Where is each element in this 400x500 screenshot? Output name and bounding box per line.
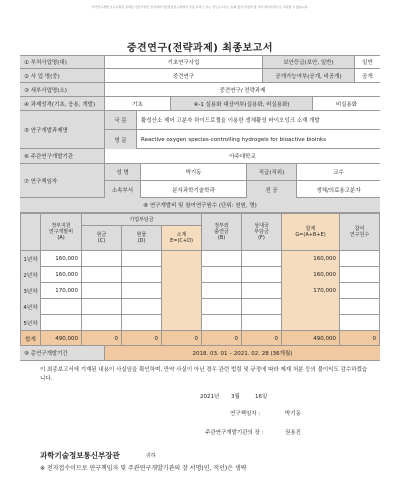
sum-label: 합계 bbox=[20, 331, 41, 347]
value-ministry-program: 기초연구사업 bbox=[104, 56, 262, 68]
value-pi-position: 교수 bbox=[296, 164, 380, 181]
counterpart-cell bbox=[242, 283, 282, 299]
sum-counterpart: 0 bbox=[242, 331, 282, 347]
row-program-name bbox=[20, 69, 380, 83]
year-cell: 3년차 bbox=[20, 283, 41, 299]
sum-inkind: 0 bbox=[122, 331, 162, 347]
budget-section-label: ⑧ 연구개발비 및 참여연구원수 (단위: 천원, 명) bbox=[143, 203, 257, 209]
label-subprogram: ③ 세부사업명(소) bbox=[20, 83, 104, 96]
sum-gov: 490,000 bbox=[41, 331, 82, 347]
value-title-korean: 활성산소 제어 고분자 하이드로젤을 이용한 생체활성 바이오잉크 소재 개발 bbox=[136, 111, 380, 130]
institution-head-label: 주관연구개발기관의 장 : bbox=[205, 430, 264, 436]
copyright-notice: 국가연구개발 보고서원문 성과물 전담기관인 한국과학기술정보연구원에서 가공·서비스 하는 연구보고서는 동의 없이 상업적 및 기타 영리목적으로 사용할 수 없습니다. bbox=[91, 5, 309, 9]
inkind-cell bbox=[122, 267, 162, 283]
header-cash: 현금 (C) bbox=[82, 226, 122, 251]
inkind-cell bbox=[122, 299, 162, 315]
sum-subtotal: 0 bbox=[162, 331, 202, 347]
cash-cell bbox=[82, 251, 122, 267]
value-pi-major: 생체/의료용고분자 bbox=[296, 181, 380, 198]
budget-section-title bbox=[20, 198, 380, 213]
total-cell bbox=[282, 299, 340, 315]
label-disclosure: 공개가능여부(공개, 비공개) bbox=[262, 69, 354, 82]
total-cell: 160,000 bbox=[282, 267, 340, 283]
row-principal-investigator bbox=[20, 164, 380, 198]
header-counterpart: 상대국 부담금 (F) bbox=[242, 214, 282, 251]
participants-cell bbox=[340, 267, 380, 283]
cash-cell bbox=[82, 267, 122, 283]
cash-cell bbox=[82, 299, 122, 315]
value-title-english: Reactive oxygen species-controlling hydrogels for bioactive bioinks bbox=[136, 130, 380, 149]
label-program-name: ② 사 업 명(중) bbox=[20, 69, 104, 82]
total-cell: 170,000 bbox=[282, 283, 340, 299]
subtotal-cell bbox=[162, 283, 202, 299]
footnote: ※ 전자접수이므로 연구책임자 및 주관연구개발기관의 장 서명(인, 직인)은 생략 bbox=[40, 465, 247, 472]
sum-participants: 0 bbox=[340, 331, 380, 347]
local-cell bbox=[202, 315, 242, 331]
table-row bbox=[20, 283, 380, 299]
label-principal-investigator: ⑦ 연구책임자 bbox=[20, 164, 104, 197]
row-research-period bbox=[20, 346, 380, 361]
header-year-blank bbox=[20, 214, 41, 251]
value-research-period: 2018. 03. 01 – 2021. 02. 28 (36개월) bbox=[104, 346, 380, 360]
cash-cell bbox=[82, 315, 122, 331]
inkind-cell bbox=[122, 283, 162, 299]
total-cell bbox=[282, 315, 340, 331]
year-cell: 5년차 bbox=[20, 315, 41, 331]
counterpart-cell bbox=[242, 267, 282, 283]
subtotal-cell bbox=[162, 315, 202, 331]
counterpart-cell bbox=[242, 299, 282, 315]
inkind-cell bbox=[122, 315, 162, 331]
label-security-level: 보안등급(보안, 일반) bbox=[262, 56, 354, 68]
label-pi-major: 전 공 bbox=[246, 181, 296, 198]
local-cell bbox=[202, 267, 242, 283]
counterpart-cell bbox=[242, 251, 282, 267]
recipient-suffix: 귀하 bbox=[146, 453, 156, 459]
value-host-institution: 아주대학교 bbox=[104, 149, 380, 163]
header-company: 기업부담금 bbox=[82, 214, 202, 226]
label-title-english: 영 문 bbox=[104, 130, 136, 149]
participants-cell bbox=[340, 315, 380, 331]
date-day: 16일 bbox=[255, 394, 268, 400]
label-project-title: ⑤ 연구개발과제명 bbox=[20, 111, 104, 148]
date-year: 2021년 bbox=[200, 394, 220, 400]
cash-cell bbox=[82, 283, 122, 299]
value-disclosure: 공개 bbox=[354, 69, 380, 82]
value-commercialization: 비실용화 bbox=[312, 97, 380, 110]
participants-cell bbox=[340, 299, 380, 315]
value-subprogram: 중견연구/ 전략과제 bbox=[104, 83, 380, 96]
label-pi-position: 직급(직위) bbox=[246, 164, 296, 181]
local-cell bbox=[202, 299, 242, 315]
table-row bbox=[20, 251, 380, 267]
value-program-name: 중견연구 bbox=[104, 69, 262, 82]
gov-cell: 170,000 bbox=[41, 283, 82, 299]
header-local-funding: 정부외 출연금 (B) bbox=[202, 214, 242, 251]
sum-cash: 0 bbox=[82, 331, 122, 347]
header-gov-funding: 정부지원 연구개발비 (A) bbox=[41, 214, 82, 251]
gov-cell: 160,000 bbox=[41, 251, 82, 267]
sum-total: 490,000 bbox=[282, 331, 340, 347]
label-research-period: ⑨ 총연구개발기간 bbox=[20, 346, 104, 360]
header-participants: 참여 연구원수 bbox=[340, 214, 380, 251]
year-cell: 2년차 bbox=[20, 267, 41, 283]
year-cell: 1년차 bbox=[20, 251, 41, 267]
declaration-text: 이 최종보고서에 기재된 내용이 사실임을 확인하며, 만약 사실이 아닌 경우 관련 법령 및 규정에 따라 제재 처분 등의 불이익도 감수하겠습니다. bbox=[40, 367, 368, 382]
value-pi-name: 박기동 bbox=[140, 164, 246, 181]
total-cell: 160,000 bbox=[282, 251, 340, 267]
header-total: 합계 G=(A+B+E) bbox=[282, 214, 340, 251]
researcher-name: 박기동 bbox=[285, 411, 301, 417]
inkind-cell bbox=[122, 251, 162, 267]
row-host-institution bbox=[20, 149, 380, 164]
value-project-type: 기초 bbox=[104, 97, 170, 110]
value-pi-department: 분자과학기술학과 bbox=[140, 181, 246, 198]
label-title-korean: 국 문 bbox=[104, 111, 136, 130]
header-subtotal: 소계 E=(C+D) bbox=[162, 226, 202, 251]
subtotal-cell bbox=[162, 267, 202, 283]
gov-cell bbox=[41, 299, 82, 315]
budget-table bbox=[20, 213, 380, 330]
subtotal-cell bbox=[162, 299, 202, 315]
header-inkind: 현물 (D) bbox=[122, 226, 162, 251]
sum-local: 0 bbox=[202, 331, 242, 347]
date-month: 3월 bbox=[231, 394, 240, 400]
subtotal-cell bbox=[162, 251, 202, 267]
researcher-label: 연구책임자 : bbox=[230, 411, 261, 417]
recipient-name: 과학기술정보통신부장관 bbox=[40, 451, 120, 460]
page-title: 중견연구(전략과제) 최종보고서 bbox=[126, 43, 274, 54]
label-pi-name: 성 명 bbox=[104, 164, 140, 181]
table-row bbox=[20, 315, 380, 331]
row-project-type bbox=[20, 97, 380, 111]
row-project-title bbox=[20, 111, 380, 149]
local-cell bbox=[202, 251, 242, 267]
label-host-institution: ⑥ 주관연구개발기관 bbox=[20, 149, 104, 163]
participants-cell bbox=[340, 283, 380, 299]
table-row-total bbox=[20, 330, 380, 346]
label-pi-department: 소속부서 bbox=[104, 181, 140, 198]
institution-head-name: 권용진 bbox=[285, 430, 301, 436]
counterpart-cell bbox=[242, 315, 282, 331]
table-row bbox=[20, 267, 380, 283]
gov-cell: 160,000 bbox=[41, 267, 82, 283]
value-security-level: 일반 bbox=[354, 56, 380, 68]
gov-cell bbox=[41, 315, 82, 331]
label-ministry-program: ① 부처사업명(대) bbox=[20, 56, 104, 68]
year-cell: 4년차 bbox=[20, 299, 41, 315]
label-project-type: ④ 과제성격(기초, 응용, 개발) bbox=[20, 97, 104, 110]
table-row bbox=[20, 299, 380, 315]
label-commercialization: ④-1 실용화 대상여부(실용화, 비실용화) bbox=[170, 97, 312, 110]
participants-cell bbox=[340, 251, 380, 267]
local-cell bbox=[202, 283, 242, 299]
row-ministry-program bbox=[20, 55, 380, 69]
row-subprogram bbox=[20, 83, 380, 97]
